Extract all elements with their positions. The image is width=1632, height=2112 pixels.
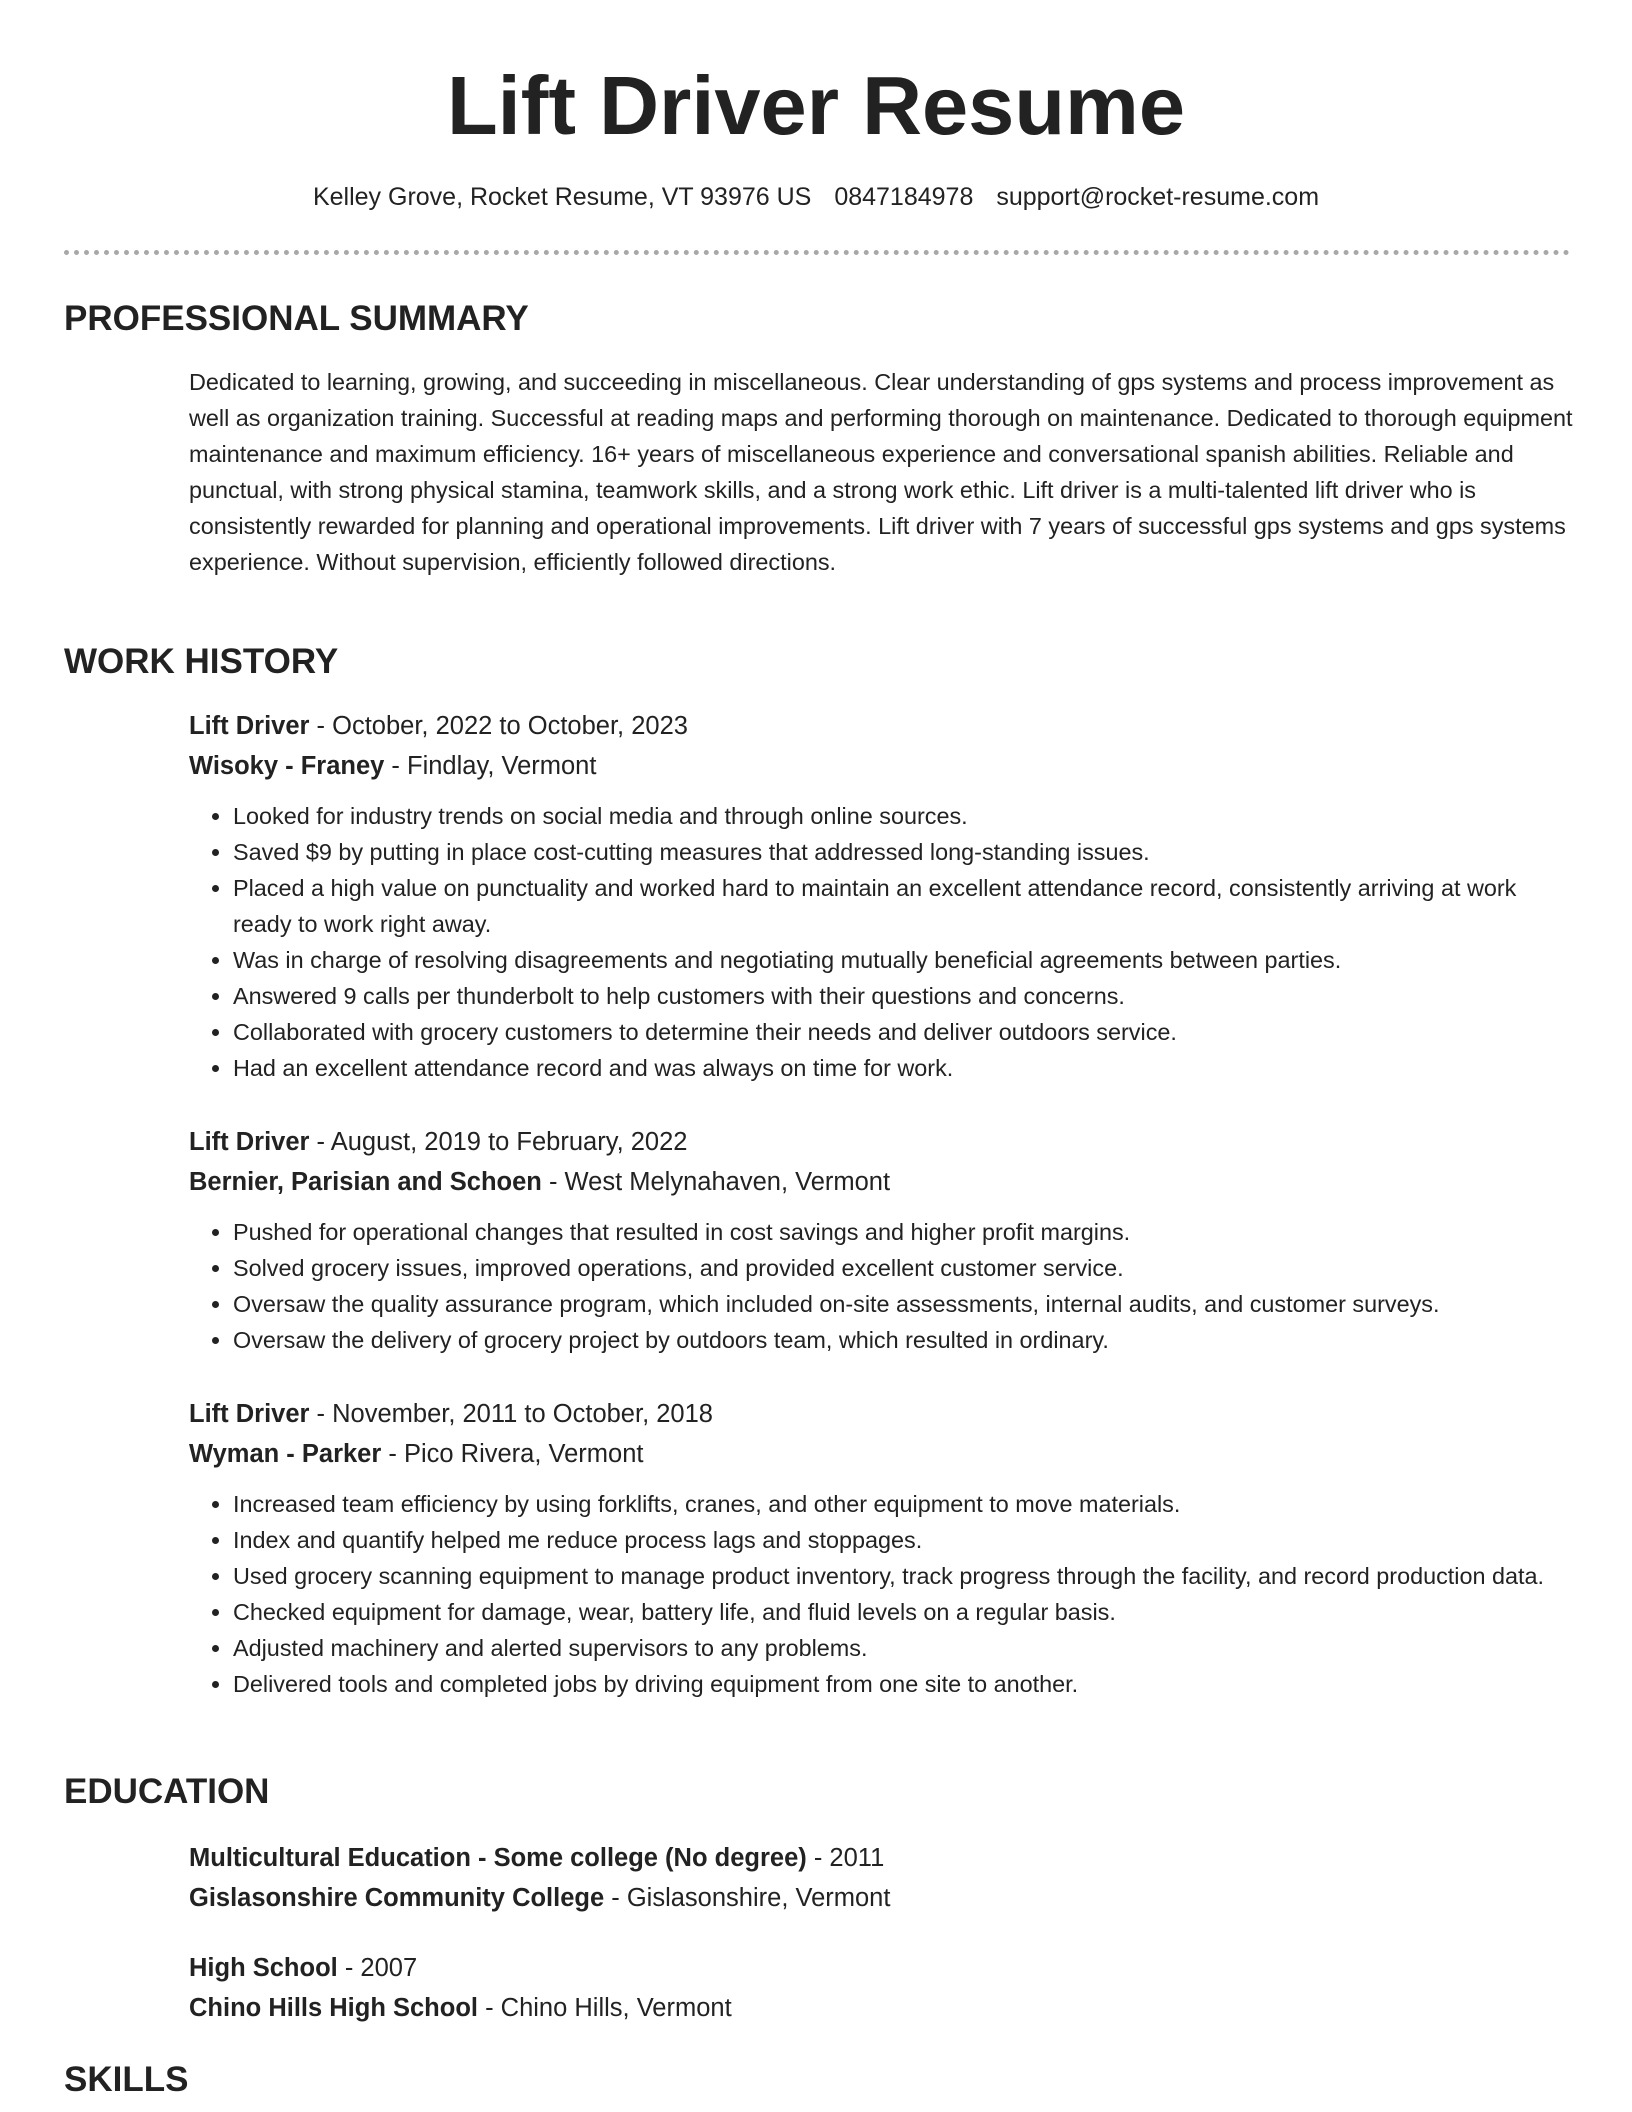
section-heading-education: EDUCATION xyxy=(64,1772,270,1811)
job-dates: - November, 2011 to October, 2018 xyxy=(309,1400,713,1428)
list-item: • Collaborated with grocery customers to determine their needs and deliver outdoors service. xyxy=(233,1014,1579,1050)
education-entry xyxy=(189,1838,1579,1918)
list-item: • Placed a high value on punctuality and worked hard to maintain an excellent attendance record, consistently arriving at work ready to work right away. xyxy=(233,870,1579,942)
summary-text: Dedicated to learning, growing, and succeeding in miscellaneous. Clear understanding of gps systems and process improvement as well as organization training. Successful at reading maps and performing thorough on maintenance. Dedicated to thorough equipment maintenance and maximum efficiency. 16+ years of miscellaneous experience and conversational spanish abilities. Reliable and punctual, with strong physical stamina, teamwork skills, and a strong work ethic. Lift driver is a multi-talented lift driver who is consistently rewarded for planning and operational improvements. Lift driver with 7 years of successful gps systems and gps systems experience. Without supervision, efficiently followed directions. xyxy=(189,369,1573,575)
list-item: • Index and quantify helped me reduce process lags and stoppages. xyxy=(233,1522,1579,1558)
list-item: • Adjusted machinery and alerted supervisors to any problems. xyxy=(233,1630,1579,1666)
job-location: - Pico Rivera, Vermont xyxy=(381,1440,644,1468)
education-location: - Chino Hills, Vermont xyxy=(478,1994,732,2022)
section-heading-summary: PROFESSIONAL SUMMARY xyxy=(64,299,529,338)
education-entry xyxy=(189,1948,1579,2028)
list-item: • Had an excellent attendance record and was always on time for work. xyxy=(233,1050,1579,1086)
list-item: • Pushed for operational changes that resulted in cost savings and higher profit margins. xyxy=(233,1214,1579,1250)
resume-title: Lift Driver Resume xyxy=(446,59,1185,152)
job-bullets xyxy=(189,798,1579,1086)
education-year: - 2007 xyxy=(337,1954,418,1982)
list-item: • Delivered tools and completed jobs by driving equipment from one site to another. xyxy=(233,1666,1579,1702)
job-location: - Findlay, Vermont xyxy=(384,752,597,780)
header-divider xyxy=(64,250,1570,255)
job-title: Lift Driver xyxy=(189,1400,310,1428)
list-item: • Checked equipment for damage, wear, battery life, and fluid levels on a regular basis. xyxy=(233,1594,1579,1630)
job-title-line xyxy=(189,1122,1579,1162)
job-bullets xyxy=(189,1486,1579,1702)
job-title-line xyxy=(189,1394,1579,1434)
list-item: • Answered 9 calls per thunderbolt to help customers with their questions and concerns. xyxy=(233,978,1579,1014)
job-entry xyxy=(189,1122,1579,1358)
list-item: • Oversaw the delivery of grocery project by outdoors team, which resulted in ordinary. xyxy=(233,1322,1579,1358)
job-title: Lift Driver xyxy=(189,1128,310,1156)
job-company: Wisoky - Franey xyxy=(189,752,385,780)
education-degree-line xyxy=(189,1838,1579,1878)
section-heading-skills: SKILLS xyxy=(64,2060,189,2099)
job-entry xyxy=(189,706,1579,1086)
job-location: - West Melynahaven, Vermont xyxy=(541,1168,891,1196)
education-year: - 2011 xyxy=(806,1844,885,1872)
education-location: - Gislasonshire, Vermont xyxy=(604,1884,891,1912)
list-item: • Used grocery scanning equipment to manage product inventory, track progress through the facility, and record production data. xyxy=(233,1558,1579,1594)
list-item: • Looked for industry trends on social media and through online sources. xyxy=(233,798,1579,834)
job-company: Bernier, Parisian and Schoen xyxy=(189,1168,542,1196)
job-dates: - August, 2019 to February, 2022 xyxy=(309,1128,688,1156)
list-item: • Oversaw the quality assurance program, which included on-site assessments, internal audits, and customer surveys. xyxy=(233,1286,1579,1322)
summary-block xyxy=(189,364,1579,580)
education-school: Chino Hills High School xyxy=(189,1994,478,2022)
education-degree: Multicultural Education - Some college (No degree) xyxy=(189,1844,807,1872)
list-item: • Was in charge of resolving disagreements and negotiating mutually beneficial agreements between parties. xyxy=(233,942,1579,978)
education-degree-line xyxy=(189,1948,1579,1988)
contact-address: Kelley Grove, Rocket Resume, VT 93976 US xyxy=(312,183,812,211)
education-degree: High School xyxy=(189,1954,338,1982)
job-title: Lift Driver xyxy=(189,712,310,740)
job-company-line xyxy=(189,1434,1579,1474)
job-company: Wyman - Parker xyxy=(189,1440,382,1468)
education-school-line xyxy=(189,1878,1579,1918)
contact-email: support@rocket-resume.com xyxy=(996,183,1320,211)
list-item: • Solved grocery issues, improved operations, and provided excellent customer service. xyxy=(233,1250,1579,1286)
contact-line xyxy=(0,180,1632,214)
job-dates: - October, 2022 to October, 2023 xyxy=(309,712,688,740)
job-title-line xyxy=(189,706,1579,746)
list-item: • Saved $9 by putting in place cost-cutting measures that addressed long-standing issues. xyxy=(233,834,1579,870)
list-item: • Increased team efficiency by using forklifts, cranes, and other equipment to move materials. xyxy=(233,1486,1579,1522)
job-company-line xyxy=(189,746,1579,786)
section-heading-work-history: WORK HISTORY xyxy=(64,642,339,681)
job-entry xyxy=(189,1394,1579,1702)
contact-phone: 0847184978 xyxy=(834,183,974,211)
job-bullets xyxy=(189,1214,1579,1358)
education-school: Gislasonshire Community College xyxy=(189,1884,605,1912)
education-school-line xyxy=(189,1988,1579,2028)
job-company-line xyxy=(189,1162,1579,1202)
